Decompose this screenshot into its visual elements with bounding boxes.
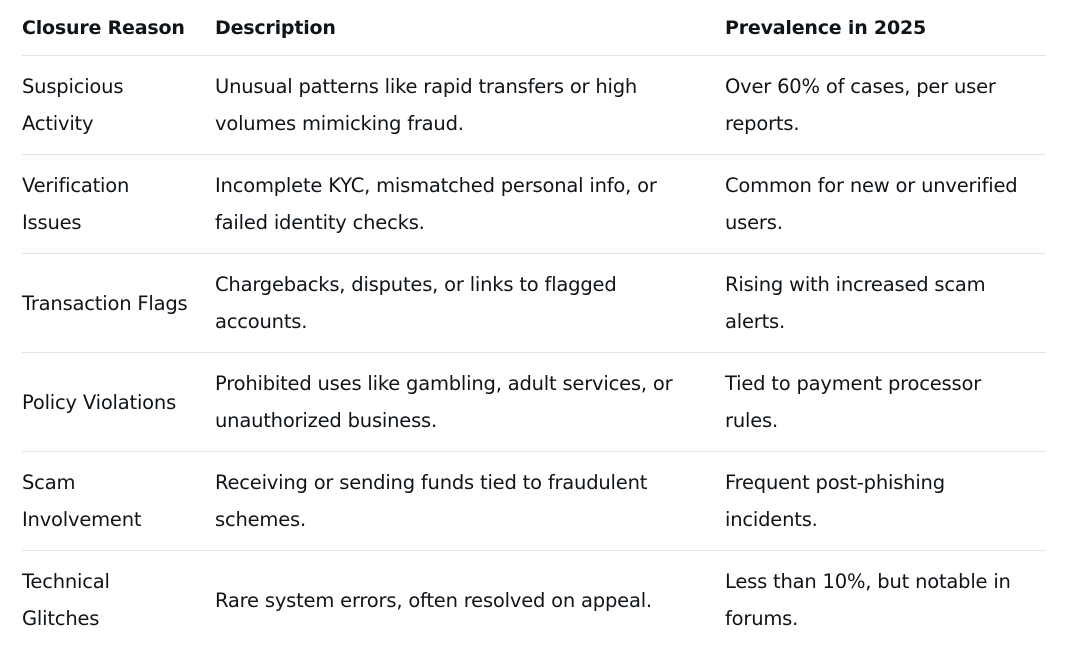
- table-row: [22, 254, 1046, 353]
- table-row: [22, 155, 1046, 254]
- prevalence-text: Frequent post-phishing incidents.: [725, 464, 977, 538]
- prevalence-cell: [725, 551, 1046, 649]
- header-closure-reason: Closure Reason: [22, 0, 215, 56]
- reason-text: Policy Violations: [22, 384, 219, 421]
- prevalence-cell: [725, 155, 1046, 254]
- table-row: [22, 551, 1046, 649]
- description-cell: [215, 353, 725, 452]
- table-row: [22, 353, 1046, 452]
- reason-cell: [22, 155, 215, 254]
- prevalence-text: Over 60% of cases, per user reports.: [725, 68, 1022, 142]
- description-text: Rare system errors, often resolved on appeal.: [215, 582, 707, 619]
- reason-cell: [22, 353, 215, 452]
- reason-text: Technical Glitches: [22, 563, 164, 637]
- description-cell: [215, 452, 725, 551]
- reason-cell: [22, 452, 215, 551]
- prevalence-cell: [725, 452, 1046, 551]
- description-cell: [215, 551, 725, 649]
- prevalence-cell: [725, 56, 1046, 155]
- prevalence-text: Tied to payment processor rules.: [725, 365, 1007, 439]
- reason-cell: [22, 254, 215, 353]
- reason-text: Scam Involvement: [22, 464, 164, 538]
- reason-text: Transaction Flags: [22, 285, 219, 322]
- prevalence-text: Rising with increased scam alerts.: [725, 266, 1007, 340]
- prevalence-cell: [725, 353, 1046, 452]
- prevalence-cell: [725, 254, 1046, 353]
- description-text: Receiving or sending funds tied to fraudulent schemes.: [215, 464, 677, 538]
- table-row: [22, 56, 1046, 155]
- description-text: Prohibited uses like gambling, adult services, or unauthorized business.: [215, 365, 697, 439]
- closure-reasons-table: [22, 0, 1046, 649]
- header-description: Description: [215, 0, 725, 56]
- table-header: [22, 0, 1046, 56]
- prevalence-text: Less than 10%, but notable in forums.: [725, 563, 1037, 637]
- reason-text: Verification Issues: [22, 167, 164, 241]
- closure-reasons-table-container: [22, 0, 1046, 649]
- reason-cell: [22, 56, 215, 155]
- header-row: [22, 0, 1046, 56]
- reason-text: Suspicious Activity: [22, 68, 164, 142]
- description-cell: [215, 56, 725, 155]
- header-prevalence: Prevalence in 2025: [725, 0, 1046, 56]
- table-row: [22, 452, 1046, 551]
- description-text: Chargebacks, disputes, or links to flagged accounts.: [215, 266, 647, 340]
- description-cell: [215, 155, 725, 254]
- description-text: Incomplete KYC, mismatched personal info, or failed identity checks.: [215, 167, 687, 241]
- reason-cell: [22, 551, 215, 649]
- description-text: Unusual patterns like rapid transfers or high volumes mimicking fraud.: [215, 68, 667, 142]
- description-cell: [215, 254, 725, 353]
- prevalence-text: Common for new or unverified users.: [725, 167, 1037, 241]
- table-body: [22, 56, 1046, 649]
